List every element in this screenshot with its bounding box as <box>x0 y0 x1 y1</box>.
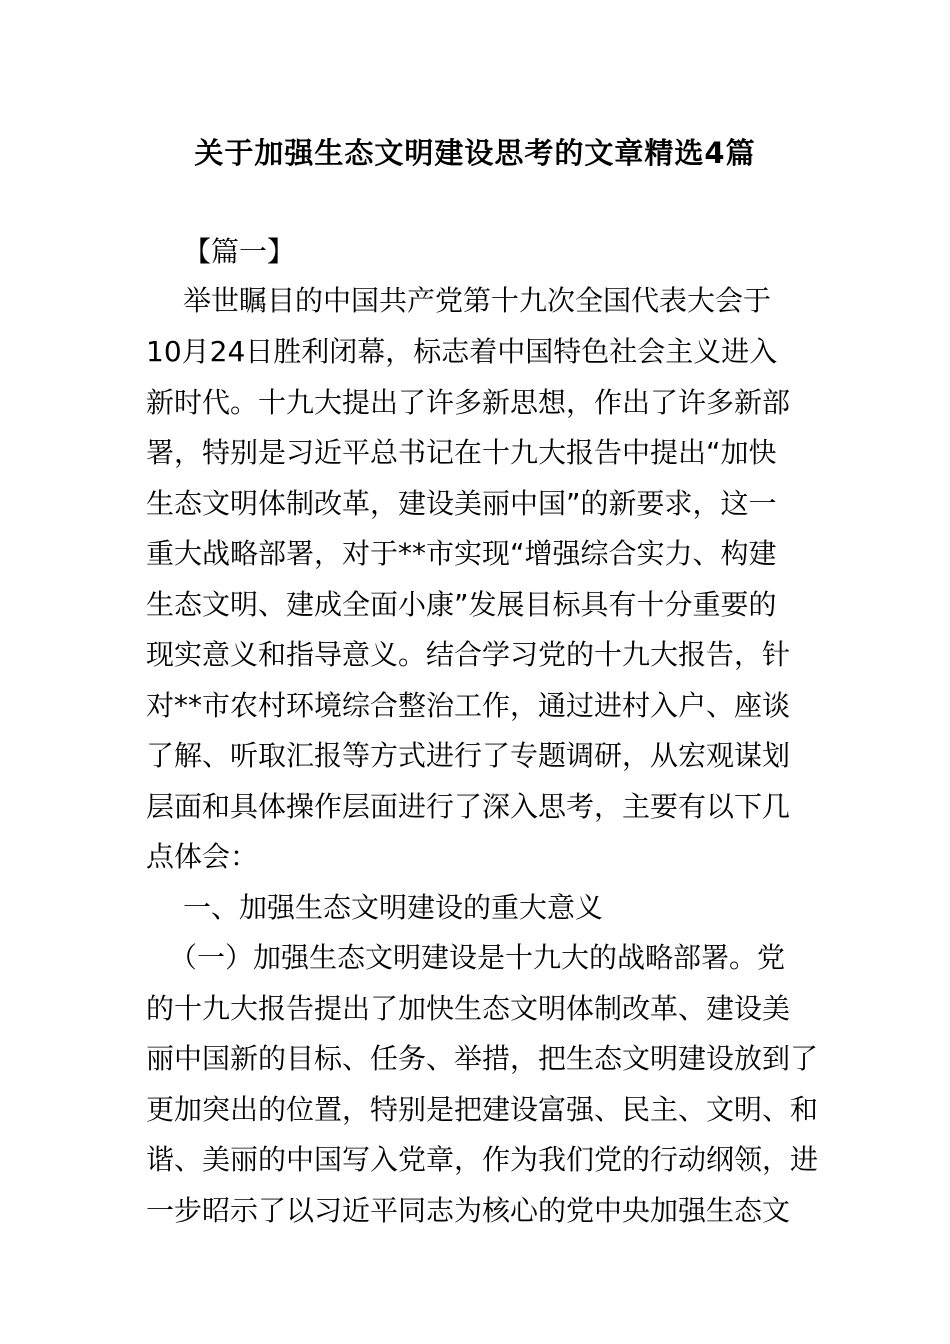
paragraph-line: 生态文明、建成全面小康”发展目标具有十分重要的 <box>146 588 777 621</box>
paragraph-line: 更加突出的位置，特别是把建设富强、民主、文明、和 <box>146 1093 819 1126</box>
paragraph-line: 对**市农村环境综合整治工作，通过进村入户、座谈 <box>146 689 791 722</box>
paragraph-line: （一）加强生态文明建设是十九大的战略部署。党 <box>169 941 786 974</box>
paragraph-line: 了解、听取汇报等方式进行了专题调研，从宏观谋划 <box>146 739 791 772</box>
paragraph-line: 10月24日胜利闭幕，标志着中国特色社会主义进入 <box>146 335 778 368</box>
paragraph-line: 署，特别是习近平总书记在十九大报告中提出“加快 <box>146 436 777 469</box>
section-heading: 一、加强生态文明建设的重大意义 <box>183 891 604 924</box>
document-title: 关于加强生态文明建设思考的文章精选4篇 <box>194 136 756 170</box>
paragraph-line: 点体会： <box>146 840 259 873</box>
paragraph-line: 举世瞩目的中国共产党第十九次全国代表大会于 <box>183 284 772 317</box>
paragraph-line: 谐、美丽的中国写入党章，作为我们党的行动纲领，进 <box>146 1143 819 1176</box>
paragraph-line: 生态文明体制改革，建设美丽中国”的新要求，这一 <box>146 487 777 520</box>
paragraph-line: 层面和具体操作层面进行了深入思考，主要有以下几 <box>146 790 791 823</box>
paragraph-line: 新时代。十九大提出了许多新思想，作出了许多新部 <box>146 386 791 419</box>
paragraph-line: 的十九大报告提出了加快生态文明体制改革、建设美 <box>146 992 791 1025</box>
section-heading-part-one: 【篇一】 <box>183 235 296 268</box>
paragraph-line: 重大战略部署，对于**市实现“增强综合实力、构建 <box>146 537 777 570</box>
paragraph-line: 丽中国新的目标、任务、举措，把生态文明建设放到了 <box>146 1042 819 1075</box>
paragraph-line: 一步昭示了以习近平同志为核心的党中央加强生态文 <box>146 1194 791 1227</box>
paragraph-line: 现实意义和指导意义。结合学习党的十九大报告，针 <box>146 638 791 671</box>
